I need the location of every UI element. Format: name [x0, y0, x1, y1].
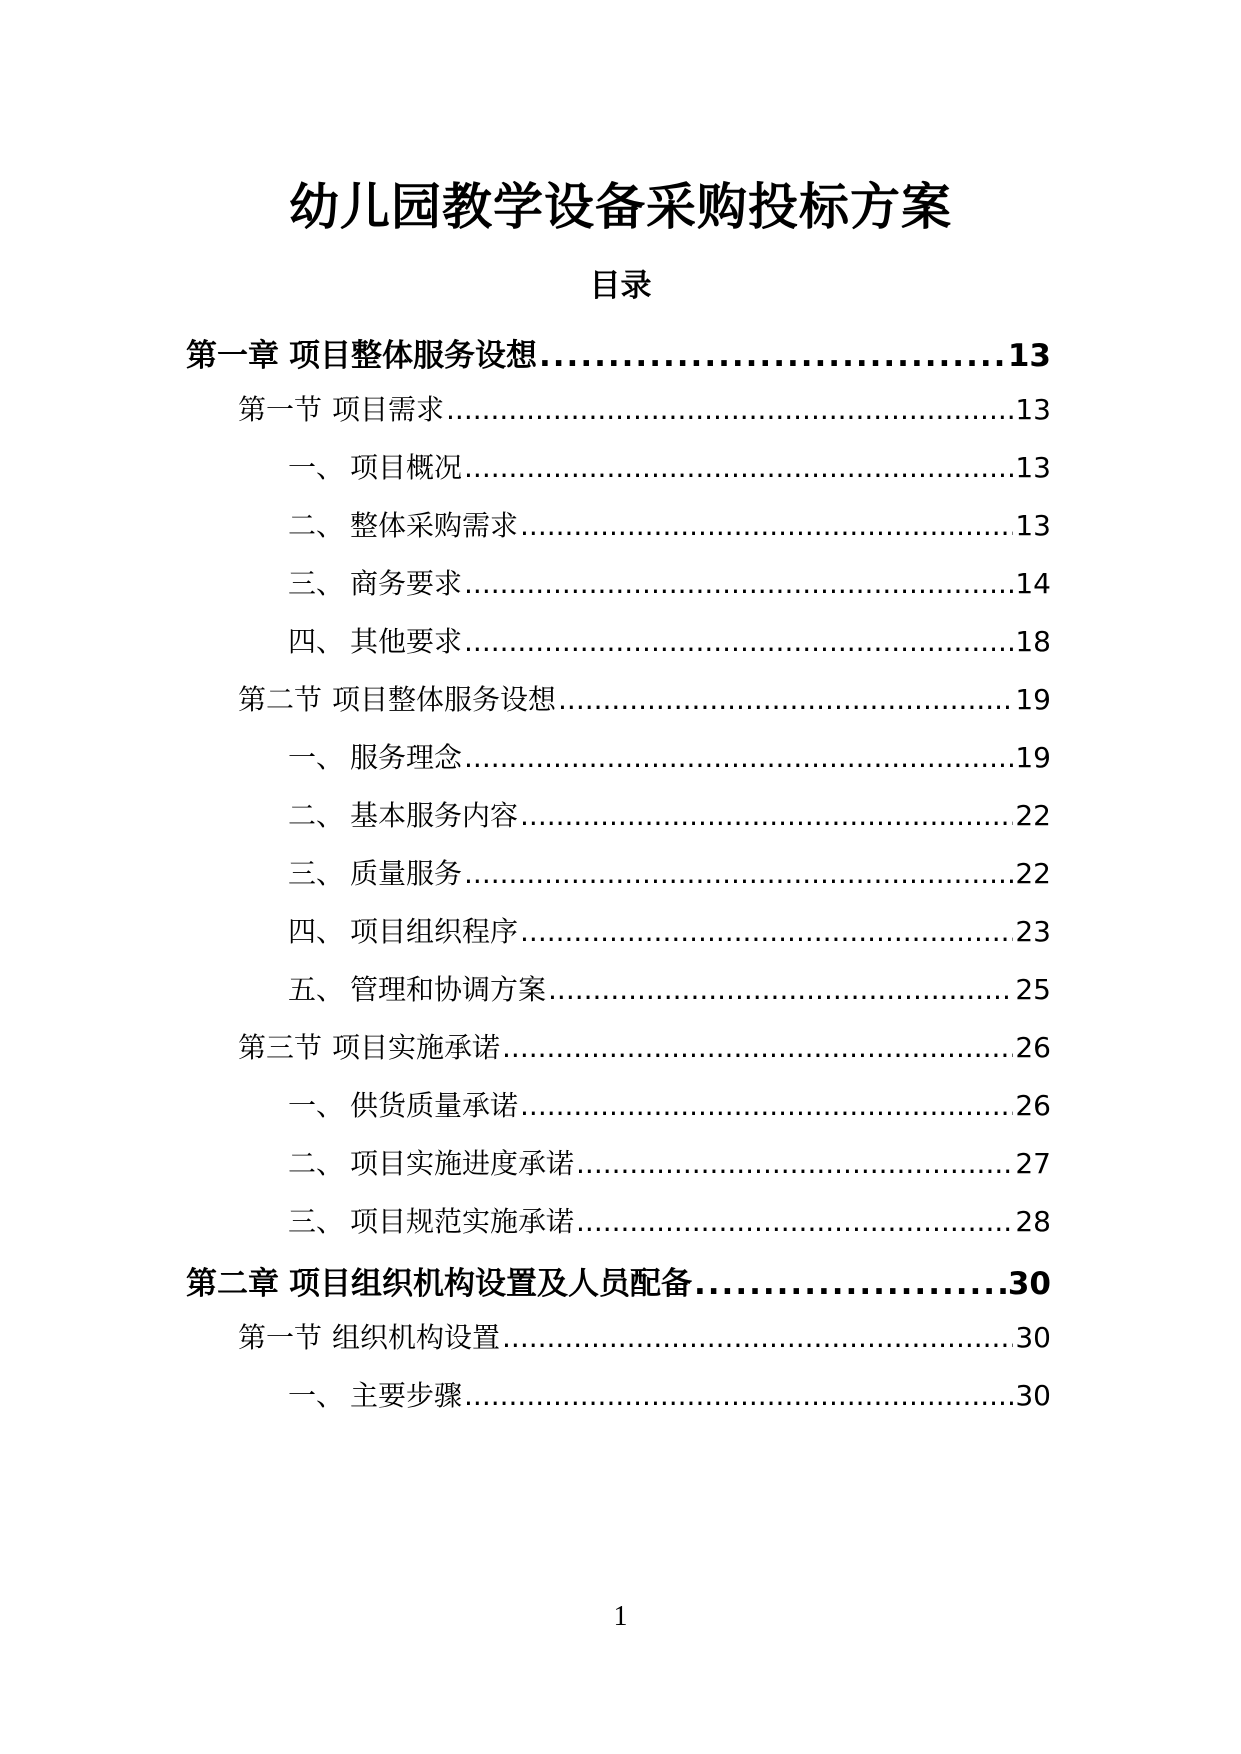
toc-entry-page: 26 [1015, 1031, 1051, 1064]
page-number: 1 [613, 1601, 628, 1632]
toc-entry[interactable] [288, 968, 1051, 1012]
toc-entry-prefix: 四、 [288, 625, 345, 658]
toc-dot-leader [464, 451, 1013, 484]
toc-entry-page: 26 [1015, 1089, 1051, 1122]
toc-entry-prefix: 五、 [288, 973, 345, 1006]
toc-entry[interactable] [288, 852, 1051, 896]
toc-entry-page: 18 [1015, 625, 1051, 658]
toc-dot-leader [520, 1089, 1013, 1122]
toc-entry-page: 23 [1015, 915, 1051, 948]
toc-entry-title: 供货质量承诺 [350, 1089, 519, 1122]
document-title: 幼儿园教学设备采购投标方案 [289, 178, 952, 236]
toc-dot-leader [446, 393, 1013, 426]
toc-entry-page: 30 [1007, 1266, 1051, 1302]
toc-entry-title: 项目整体服务设想 [289, 338, 537, 374]
toc-entry-prefix: 第一章 [186, 338, 279, 374]
toc-entry-title: 项目实施承诺 [332, 1031, 501, 1064]
toc-entry-prefix: 一、 [288, 1089, 345, 1122]
toc-entry-title: 商务要求 [350, 567, 463, 600]
toc-entry-page: 27 [1015, 1147, 1051, 1180]
toc-entry-prefix: 三、 [288, 567, 345, 600]
toc-entry[interactable] [288, 620, 1051, 664]
toc-entry[interactable] [288, 910, 1051, 954]
toc-entry-title: 项目需求 [332, 393, 445, 426]
toc-entry-prefix: 第二节 [238, 683, 323, 716]
toc-entry-page: 13 [1007, 338, 1051, 374]
toc-entry-title: 项目规范实施承诺 [350, 1205, 575, 1238]
toc-entry-prefix: 三、 [288, 857, 345, 890]
toc-dot-leader [548, 973, 1013, 1006]
toc-entry-prefix: 一、 [288, 1379, 345, 1412]
toc-entry[interactable] [288, 1200, 1051, 1244]
toc-dot-leader [694, 1266, 1006, 1302]
toc-entry-prefix: 第一节 [238, 1321, 323, 1354]
toc-entry-page: 30 [1015, 1379, 1051, 1412]
toc-entry[interactable] [288, 1084, 1051, 1128]
toc-entry-page: 22 [1015, 857, 1051, 890]
toc-entry-prefix: 一、 [288, 451, 345, 484]
toc-entry-title: 服务理念 [350, 741, 463, 774]
toc-entry-prefix: 一、 [288, 741, 345, 774]
toc-entry-prefix: 二、 [288, 509, 345, 542]
toc-entry[interactable] [186, 1258, 1051, 1302]
toc-entry-title: 项目组织程序 [350, 915, 519, 948]
toc-entry-prefix: 第三节 [238, 1031, 323, 1064]
toc-entry-prefix: 三、 [288, 1205, 345, 1238]
toc-entry[interactable] [288, 736, 1051, 780]
toc-entry-prefix: 第二章 [186, 1266, 279, 1302]
toc-dot-leader [520, 799, 1013, 832]
toc-dot-leader [502, 1321, 1013, 1354]
toc-entry-page: 28 [1015, 1205, 1051, 1238]
toc-entry[interactable] [288, 446, 1051, 490]
toc-dot-leader [464, 567, 1013, 600]
toc-heading: 目录 [589, 268, 652, 304]
toc-dot-leader [576, 1205, 1013, 1238]
toc-entry-title: 基本服务内容 [350, 799, 519, 832]
toc-dot-leader [520, 509, 1013, 542]
toc-entry-title: 项目实施进度承诺 [350, 1147, 575, 1180]
toc-entry[interactable] [288, 562, 1051, 606]
toc-entry-title: 其他要求 [350, 625, 463, 658]
toc-dot-leader [539, 338, 1006, 374]
toc-entry-page: 25 [1015, 973, 1051, 1006]
toc-entry-page: 13 [1015, 509, 1051, 542]
toc-dot-leader [520, 915, 1013, 948]
toc-entry-page: 30 [1015, 1321, 1051, 1354]
toc-entry-prefix: 二、 [288, 1147, 345, 1180]
toc-entry[interactable] [288, 1374, 1051, 1418]
toc-entry-page: 19 [1015, 683, 1051, 716]
toc-entry[interactable] [288, 504, 1051, 548]
toc-entry-prefix: 第一节 [238, 393, 323, 426]
toc-entry-prefix: 四、 [288, 915, 345, 948]
toc-entry[interactable] [238, 678, 1051, 722]
toc-dot-leader [464, 857, 1013, 890]
toc-entry-title: 管理和协调方案 [350, 973, 547, 1006]
toc-entry-title: 组织机构设置 [332, 1321, 501, 1354]
toc-entry-page: 14 [1015, 567, 1051, 600]
toc-entry-page: 13 [1015, 451, 1051, 484]
toc-entry[interactable] [288, 794, 1051, 838]
toc-entry[interactable] [238, 1026, 1051, 1070]
toc-dot-leader [464, 1379, 1013, 1412]
toc-entry-title: 项目组织机构设置及人员配备 [289, 1266, 692, 1302]
toc-entry[interactable] [288, 1142, 1051, 1186]
toc-dot-leader [502, 1031, 1013, 1064]
toc-dot-leader [464, 741, 1013, 774]
toc-entry-page: 22 [1015, 799, 1051, 832]
toc-entry[interactable] [238, 388, 1051, 432]
toc-entry-title: 项目概况 [350, 451, 463, 484]
toc-dot-leader [464, 625, 1013, 658]
toc-entry[interactable] [238, 1316, 1051, 1360]
toc-entry-page: 19 [1015, 741, 1051, 774]
toc-entry-title: 主要步骤 [350, 1379, 463, 1412]
toc-entry-title: 项目整体服务设想 [332, 683, 557, 716]
toc-dot-leader [576, 1147, 1013, 1180]
toc-entry-title: 质量服务 [350, 857, 463, 890]
toc-entry-prefix: 二、 [288, 799, 345, 832]
toc-entry-title: 整体采购需求 [350, 509, 519, 542]
toc-entry-page: 13 [1015, 393, 1051, 426]
toc-dot-leader [558, 683, 1013, 716]
toc-entry[interactable] [186, 330, 1051, 374]
